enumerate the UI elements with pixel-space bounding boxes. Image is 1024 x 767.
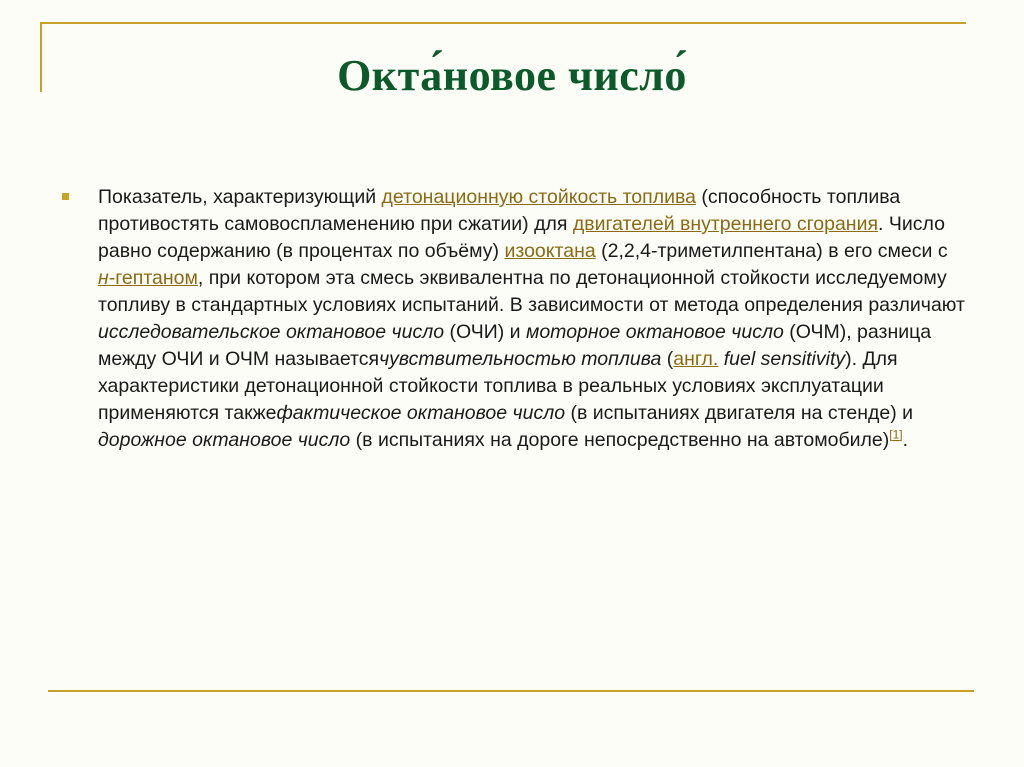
text-segment: ). Для характеристики детонационной стойкости топлива в реальных условиях эксплуатации применяются также <box>98 348 898 424</box>
text-segment: , при котором эта смесь эквивалентна по детонационной стойкости исследуемому топливу в стандартных условиях испытаний. В зависимости от метода определения различают <box>98 267 965 316</box>
term-motor-octane: моторное октановое число <box>525 321 784 343</box>
term-fuel-sensitivity-en: fuel sensitivity <box>723 348 846 370</box>
link-internal-combustion-engines[interactable]: двигателей внутреннего сгорания <box>572 213 879 235</box>
term-research-octane: исследовательское октановое число <box>98 321 445 343</box>
link-detonation-resistance[interactable]: детонационную стойкость топлива <box>381 186 696 208</box>
frame-top-line <box>40 22 966 24</box>
term-actual-octane: фактическое октановое число <box>276 402 566 424</box>
text-segment: (2,2,4-триметилпентана) в его смеси с <box>595 240 948 262</box>
text-segment: ( <box>661 348 674 370</box>
text-segment: . Число равно содержанию (в процентах по объёму) <box>98 213 945 262</box>
text-segment: (ОЧИ) и <box>444 321 526 343</box>
text-segment: (способность топлива противостять самовоспламенению при сжатии) для <box>98 186 901 235</box>
bullet-marker <box>62 193 69 200</box>
text-segment: Показатель, характеризующий <box>98 186 382 208</box>
text-segment: (в испытаниях на дороге непосредственно на автомобиле) <box>350 429 890 451</box>
term-fuel-sensitivity: чувствительностью топлива <box>379 348 662 370</box>
slide-title: Окта́новое число́ <box>337 51 687 100</box>
text-segment: (в испытаниях двигателя на стенде) и <box>565 402 914 424</box>
link-heptane-prefix[interactable]: н <box>98 267 109 289</box>
reference-link[interactable]: [1] <box>889 427 903 442</box>
text-segment: (ОЧМ), разница между ОЧИ и ОЧМ называется <box>98 321 932 370</box>
frame-bottom-line <box>48 690 974 692</box>
text-segment: . <box>902 429 909 451</box>
link-isooctane[interactable]: изооктана <box>504 240 596 262</box>
link-english[interactable]: англ. <box>673 348 719 370</box>
term-road-octane: дорожное октановое число <box>98 429 351 451</box>
link-heptane[interactable]: -гептаном <box>108 267 198 289</box>
body-paragraph <box>98 184 968 454</box>
